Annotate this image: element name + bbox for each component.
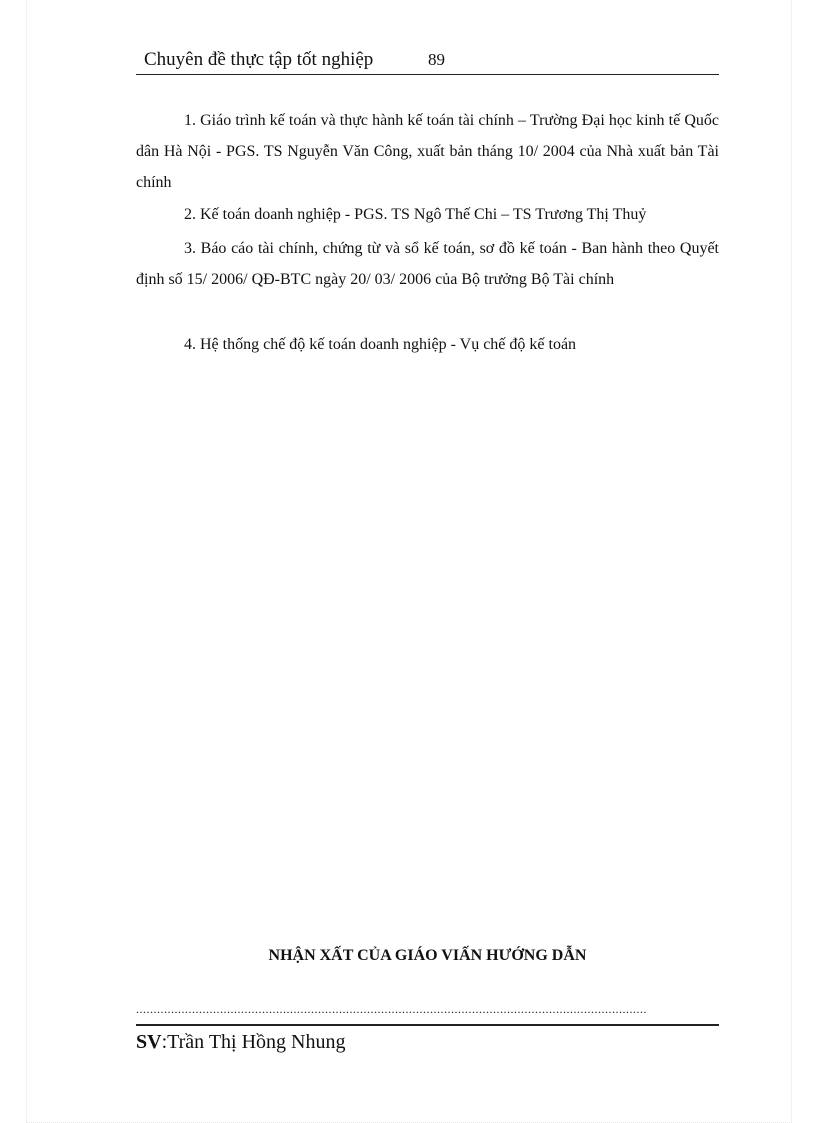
page-number: 89: [428, 50, 445, 69]
student-name: :Trần Thị Hồng Nhung: [161, 1031, 346, 1053]
review-dotted-line: ..................................................................................................................................................: [136, 1002, 647, 1016]
page-header: [136, 48, 719, 75]
reference-item-2: 2. Kế toán doanh nghiệp - PGS. TS Ngô Thế Chi – TS Trương Thị Thuỷ: [184, 206, 647, 223]
reference-item-1: 1. Giáo trình kế toán và thực hành kế toán tài chính – Trường Đại học kinh tế Quốc dân Hà Nội - PGS. TS Nguyễn Văn Công, xuất bản tháng 10/ 2004 của Nhà xuất bản Tài chính: [136, 112, 719, 191]
page-footer: [136, 1029, 345, 1055]
student-label: SV: [136, 1031, 162, 1053]
footer-rule: [136, 1024, 719, 1026]
review-title: NHẬN XẤT CỦA GIÁO VIẤN HƯỚNG DẪN: [268, 947, 587, 964]
document-title: Chuyên đề thực tập tốt nghiệp: [144, 49, 374, 70]
reference-item-3: 3. Báo cáo tài chính, chứng từ và sổ kế toán, sơ đồ kế toán - Ban hành theo Quyết định số 15/ 2006/ QĐ-BTC ngày 20/ 03/ 2006 của Bộ trưởng Bộ Tài chính: [136, 240, 719, 288]
reference-item-4: 4. Hệ thống chế độ kế toán doanh nghiệp - Vụ chế độ kế toán: [184, 336, 577, 353]
